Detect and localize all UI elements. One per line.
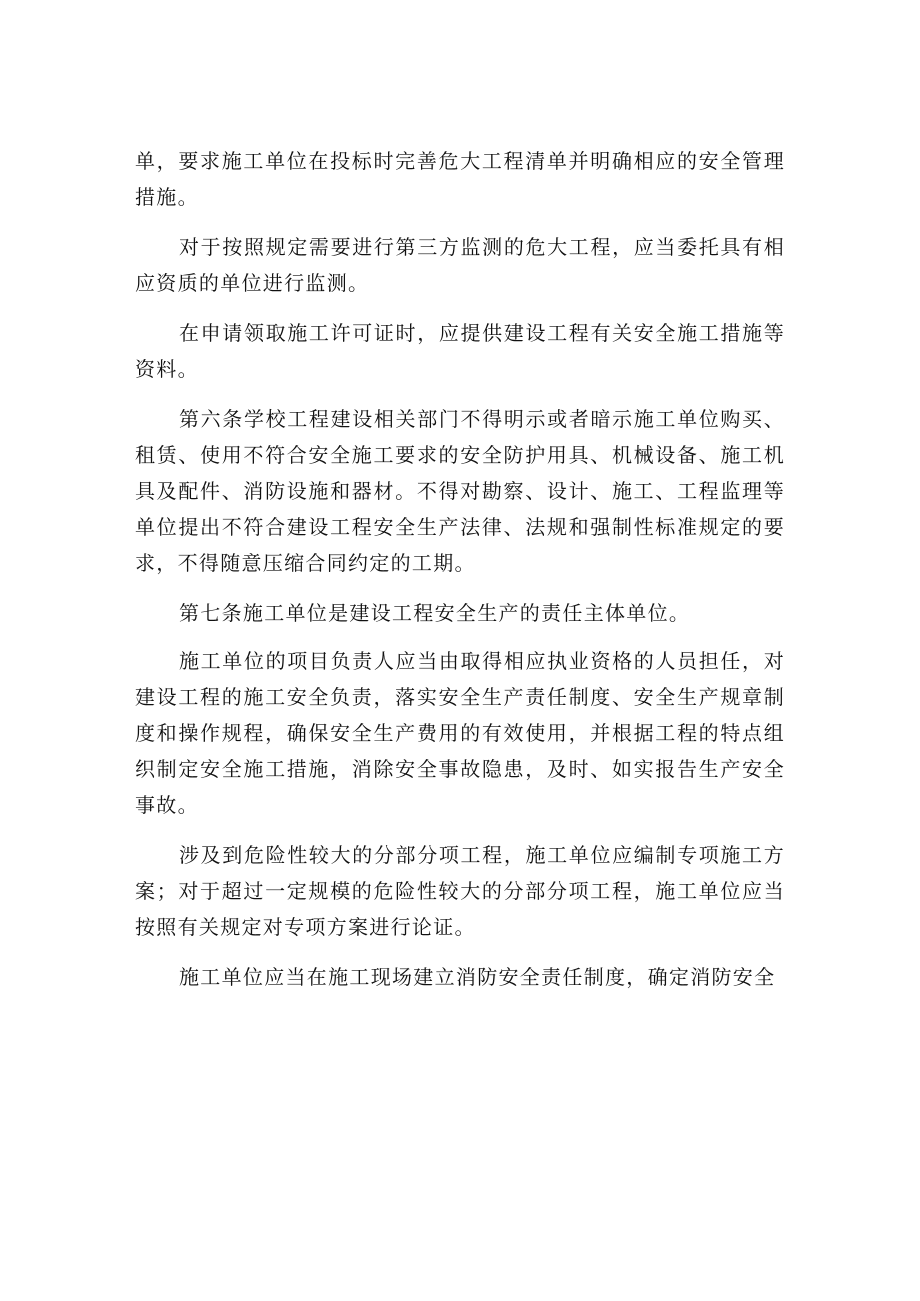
paragraph-5: 施工单位的项目负责人应当由取得相应执业资格的人员担任，对建设工程的施工安全负责，落实安全生产责任制度、安全生产规章制度和操作规程，确保安全生产费用的有效使用，并根据工程的特点组织制定安全施工措施，消除安全事故隐患，及时、如实报告生产安全事故。 [135,649,785,817]
document-body [135,143,785,1009]
paragraph-3: 在申请领取施工许可证时，应提供建设工程有关安全施工措施等资料。 [135,321,785,381]
paragraph-2: 对于按照规定需要进行第三方监测的危大工程，应当委托具有相应资质的单位进行监测。 [135,235,785,295]
paragraph-6: 涉及到危险性较大的分部分项工程，施工单位应编制专项施工方案；对于超过一定规模的危险性较大的分部分项工程，施工单位应当按照有关规定对专项方案进行论证。 [135,843,785,939]
paragraph-article-6: 第六条学校工程建设相关部门不得明示或者暗示施工单位购买、租赁、使用不符合安全施工要求的安全防护用具、机械设备、施工机具及配件、消防设施和器材。不得对勘察、设计、施工、工程监理等单位提出不符合建设工程安全生产法律、法规和强制性标准规定的要求，不得随意压缩合同约定的工期。 [135,407,785,575]
paragraph-article-7: 第七条施工单位是建设工程安全生产的责任主体单位。 [179,601,691,625]
paragraph-7: 施工单位应当在施工现场建立消防安全责任制度，确定消防安全 [179,965,776,989]
paragraph-1: 单，要求施工单位在投标时完善危大工程清单并明确相应的安全管理措施。 [135,149,785,209]
